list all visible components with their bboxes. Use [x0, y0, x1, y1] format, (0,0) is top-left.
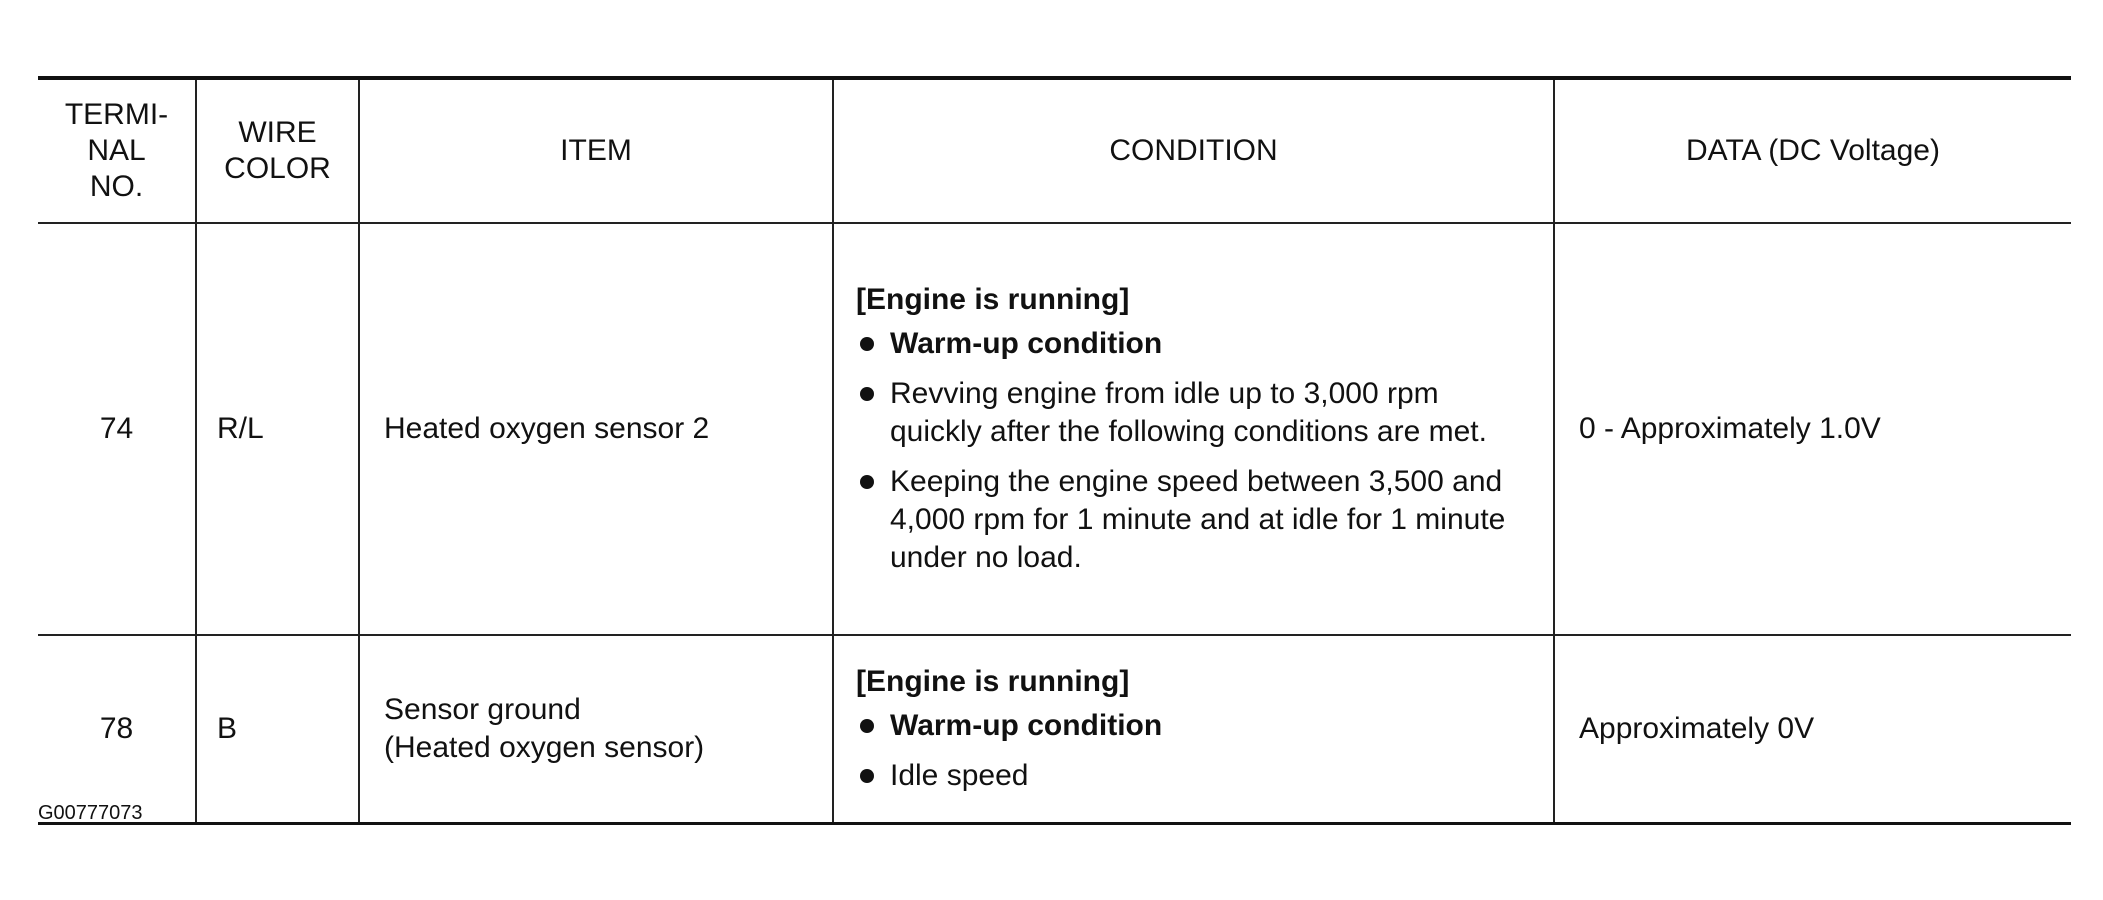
condition-cell	[833, 223, 1554, 635]
condition-header: [Engine is running]	[856, 665, 1130, 698]
table-header-row	[38, 78, 2071, 223]
figure-code: G00777073	[38, 802, 143, 824]
table-row	[38, 635, 2071, 824]
table-row	[38, 223, 2071, 635]
bullet-icon	[860, 475, 874, 489]
terminal-number-cell: 74	[38, 223, 196, 635]
item-text: Heated oxygen sensor 2	[384, 412, 710, 445]
list-item: Idle speed	[856, 757, 1533, 795]
condition-header: [Engine is running]	[856, 283, 1130, 316]
item-cell	[359, 223, 833, 635]
item-text: (Heated oxygen sensor)	[384, 731, 705, 764]
header-condition: CONDITION	[833, 78, 1554, 223]
item-text: Sensor ground	[384, 693, 581, 726]
header-wire-color: WIRE COLOR	[196, 78, 359, 223]
item-cell	[359, 635, 833, 824]
condition-cell	[833, 635, 1554, 824]
list-item: Revving engine from idle up to 3,000 rpm quickly after the following conditions are met.	[856, 375, 1533, 451]
terminal-number-cell: 78	[38, 635, 196, 824]
header-item: ITEM	[359, 78, 833, 223]
bullet-icon	[860, 769, 874, 783]
list-item: Warm-up condition	[856, 325, 1533, 363]
header-data: DATA (DC Voltage)	[1554, 78, 2071, 223]
condition-list	[856, 325, 1533, 577]
header-terminal-no: TERMI- NAL NO.	[38, 78, 196, 223]
terminal-data-table	[38, 76, 2071, 825]
bullet-icon	[860, 337, 874, 351]
list-item: Warm-up condition	[856, 707, 1533, 745]
list-item: Keeping the engine speed between 3,500 and 4,000 rpm for 1 minute and at idle for 1 minute under no load.	[856, 463, 1533, 577]
wire-color-cell: B	[196, 635, 359, 824]
wire-color-cell: R/L	[196, 223, 359, 635]
data-value-cell: Approximately 0V	[1554, 635, 2071, 824]
condition-list	[856, 707, 1533, 795]
bullet-icon	[860, 387, 874, 401]
bullet-icon	[860, 719, 874, 733]
data-value-cell: 0 - Approximately 1.0V	[1554, 223, 2071, 635]
